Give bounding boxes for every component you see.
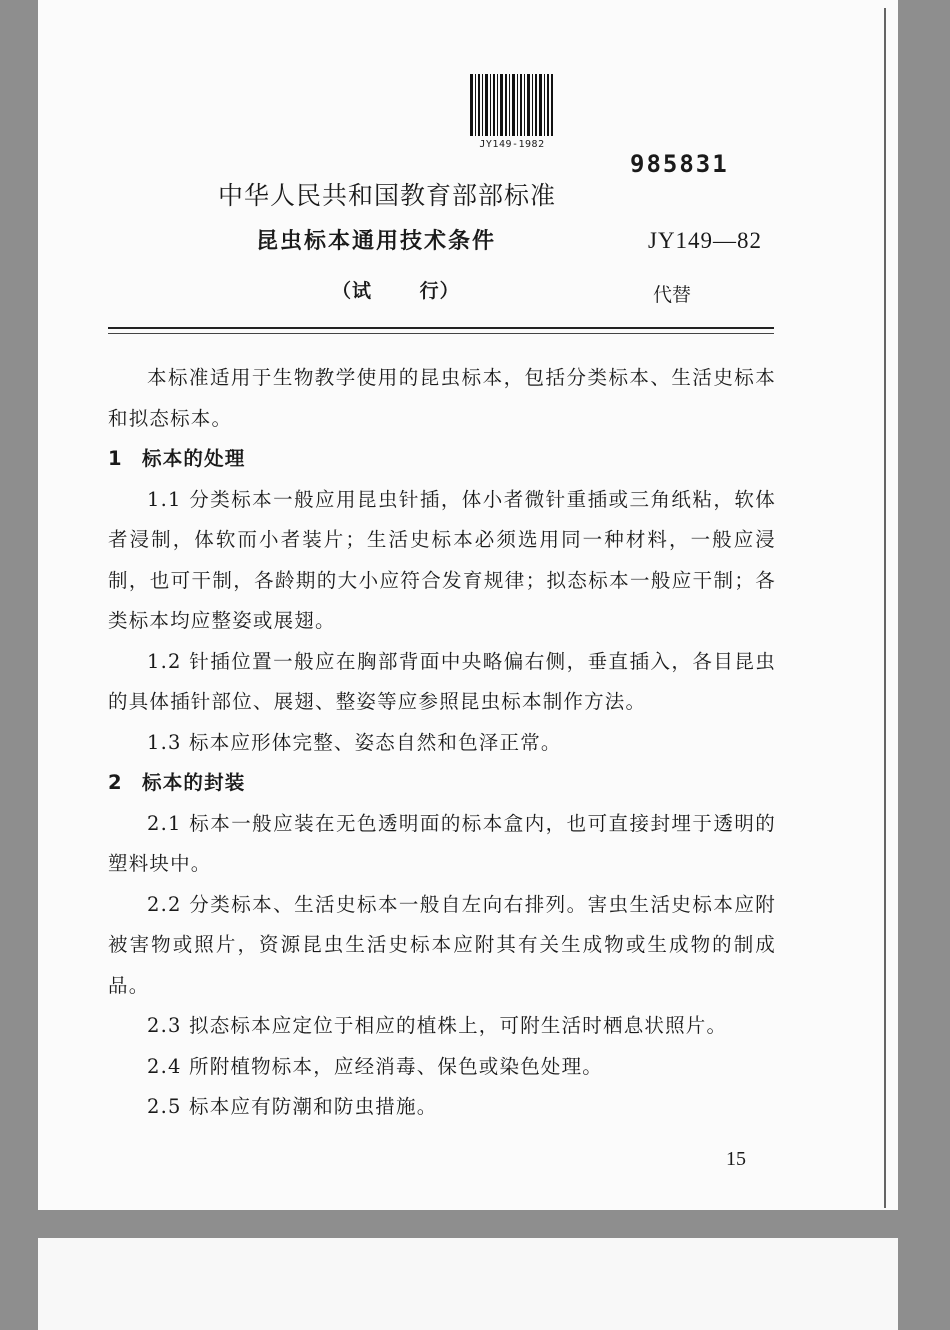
clause-paragraph: 1.1 分类标本一般应用昆虫针插，体小者微针重插或三角纸粘，软体者浸制，体软而小者装片；生活史标本必须选用同一种材料，一般应浸制，也可干制，各龄期的大小应符合发育规律；拟态标本一般应干制；各类标本均应整姿或展翅。 (108, 487, 776, 632)
next-page (38, 1238, 898, 1330)
clause-paragraph: 2.5 标本应有防潮和防虫措施。 (147, 1095, 438, 1118)
trial-label: （试 行） (332, 280, 460, 302)
clause-paragraph: 1.2 针插位置一般应在胸部背面中央略偏右侧，垂直插入，各目昆虫的具体插针部位、展翅、整姿等应参照昆虫标本制作方法。 (108, 649, 776, 713)
section-title: 标本的处理 (142, 447, 246, 470)
barcode (468, 74, 554, 136)
document-title: 昆虫标本通用技术条件 (256, 229, 497, 254)
section-heading (108, 763, 776, 804)
section-heading (108, 439, 776, 480)
replaces-label: 代替 (653, 284, 692, 306)
clause-paragraph: 2.3 拟态标本应定位于相应的植株上，可附生活时栖息状照片。 (147, 1014, 728, 1037)
serial-number: 985831 (630, 150, 729, 178)
page-number: 15 (726, 1148, 746, 1170)
document-page (38, 0, 898, 1210)
header-rule (108, 327, 774, 329)
standard-code: JY149—82 (648, 228, 763, 253)
clause-paragraph: 2.1 标本一般应装在无色透明面的标本盒内，也可直接封埋于透明的塑料块中。 (108, 811, 776, 875)
header-rule-thin (108, 333, 774, 334)
intro-paragraph: 本标准适用于生物教学使用的昆虫标本，包括分类标本、生活史标本和拟态标本。 (108, 366, 776, 430)
barcode-number: JY149-1982 (479, 139, 545, 150)
issuer-heading: 中华人民共和国教育部部标准 (218, 181, 557, 210)
scan-edge-line (884, 8, 886, 1208)
section-number: 1 (108, 447, 123, 470)
clause-paragraph: 2.4 所附植物标本，应经消毒、保色或染色处理。 (147, 1054, 604, 1078)
section-title: 标本的封装 (142, 771, 246, 794)
clause-paragraph: 2.2 分类标本、生活史标本一般自左向右排列。害虫生活史标本应附被害物或照片，资源昆虫生活史标本应附其有关生成物或生成物的制成品。 (108, 892, 776, 997)
section-number: 2 (108, 771, 123, 794)
clause-paragraph: 1.3 标本应形体完整、姿态自然和色泽正常。 (147, 730, 562, 754)
document-body (108, 358, 776, 1128)
